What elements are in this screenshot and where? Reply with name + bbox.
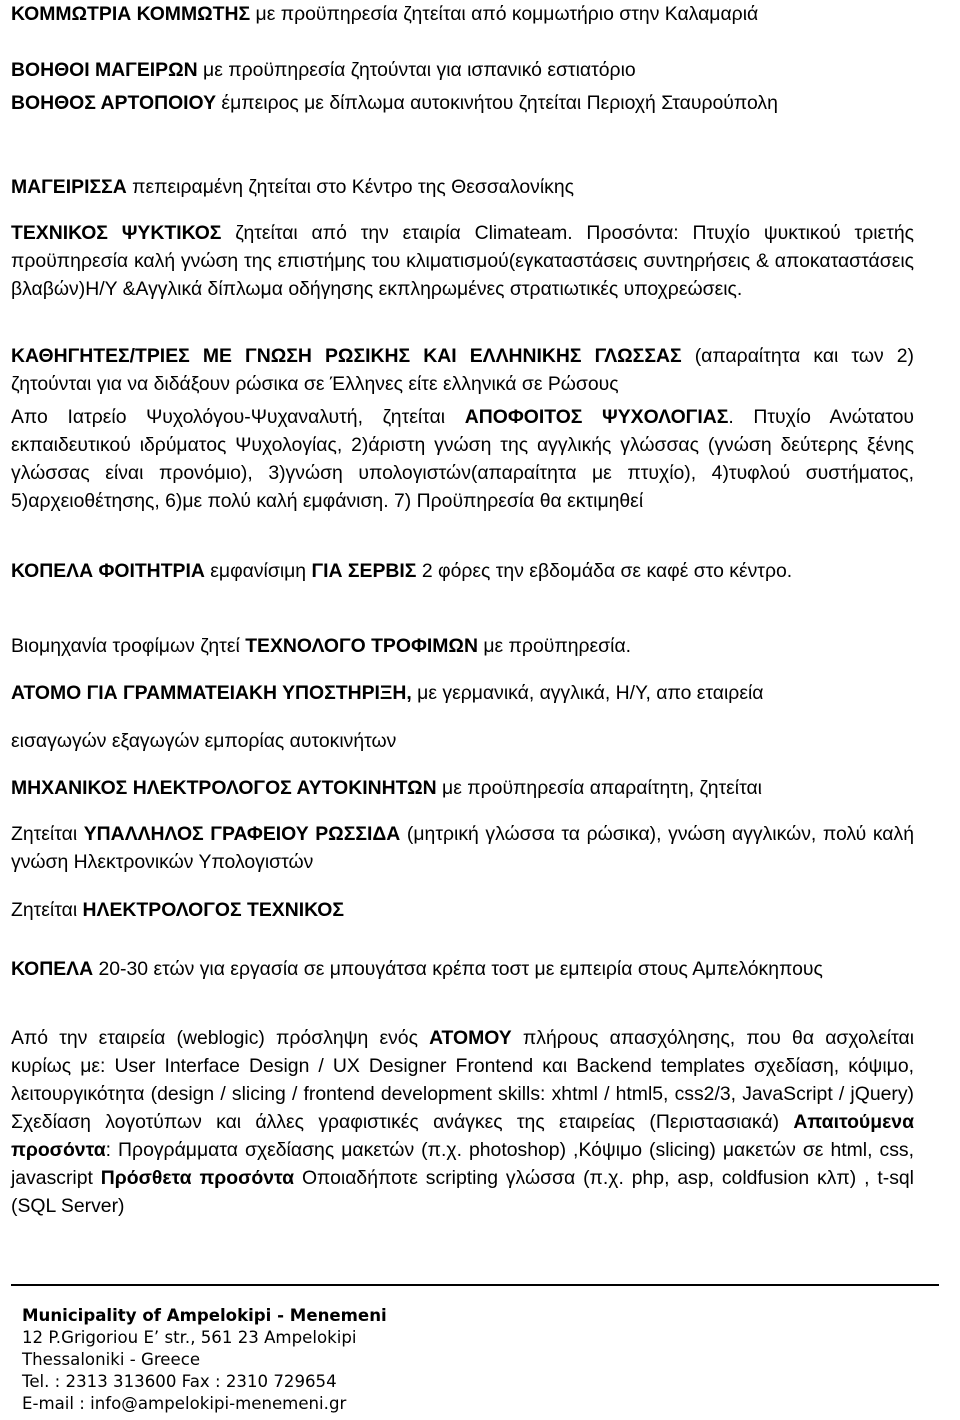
job-ad	[11, 727, 914, 755]
ad-highlight: ΒΟΗΘΟΣ ΑΡΤΟΠΟΙΟΥ	[11, 92, 217, 114]
ad-text: ζητείται από την εταιρία Climateam. Προσόντα: Πτυχίο ψυκτικού τριετής προϋπηρεσία καλή γνώση της επιστήμης του κλιματισμού(εγκαταστάσεις συντηρήσεις & αποκαταστάσεις βλαβών)Η/Υ &Αγγλικά δίπλωμα οδήγησης εκπληρωμένες στρατιωτικές υποχρεώσεις.	[11, 222, 914, 300]
ad-highlight: ΤΕΧΝΙΚΟΣ ΨΥΚΤΙΚΟΣ	[11, 222, 222, 244]
job-ad	[11, 820, 914, 876]
job-ad	[11, 342, 914, 398]
ad-highlight: Απαιτούμενα προσόντα	[11, 1111, 914, 1161]
footer-city: Thessaloniki - Greece	[22, 1350, 201, 1369]
ad-text: έμπειρος με δίπλωμα αυτοκινήτου ζητείται Περιοχή Σταυρούπολη	[216, 92, 778, 114]
ad-highlight: ΜΗΧΑΝΙΚΟΣ ΗΛΕΚΤΡΟΛΟΓΟΣ ΑΥΤΟΚΙΝΗΤΩΝ	[11, 777, 437, 799]
ad-highlight: ΑΤΟΜΟ ΓΙΑ ΓΡΑΜΜΑΤΕΙΑΚΗ ΥΠΟΣΤΗΡΙΞΗ,	[11, 682, 412, 704]
ad-text: : Προγράμματα σχεδίασης μακετών (π.χ. photoshop) ,Κόψιμο (slicing) μακετών σε html, css, javascript	[11, 1139, 914, 1189]
ad-text: με γερμανικά, αγγλικά, Η/Υ, απο εταιρεία	[411, 682, 764, 704]
ad-text: . Πτυχίο Ανώτατου εκπαιδευτικού ιδρύματος Ψυχολογίας, 2)άριστη γνώση της αγγλικής γλώσσας (γνώση δεύτερης ξένης γλώσσας είναι προνόμιο), 3)γνώση υπολογιστών(απαραίτητα με πτυχίο), 4)τυφλού συστήματος, 5)αρχειοθέτησης, 6)με πολύ καλή εμφάνιση. 7) Προϋπηρεσία θα εκτιμηθεί	[11, 406, 914, 512]
job-ad	[11, 896, 914, 924]
job-ad	[11, 774, 914, 802]
job-ad	[11, 679, 914, 707]
ad-highlight: ΚΟΜΜΩΤΡΙΑ ΚΟΜΜΩΤΗΣ	[11, 3, 251, 25]
ad-highlight: ΤΕΧΝΟΛΟΓΟ ΤΡΟΦΙΜΩΝ	[245, 635, 478, 657]
ad-highlight: ΚΟΠΕΛΑ ΦΟΙΤΗΤΡΙΑ	[11, 560, 205, 582]
footer-divider	[11, 1284, 939, 1286]
ad-highlight: ΑΤΟΜΟΥ	[429, 1027, 512, 1049]
ad-text: πλήρους απασχόλησης, που θα ασχολείται κυρίως με: User Interface Design / UX Designer Frontend και Backend templates σχεδίαση, κόψιμο, λειτουργικότητα (design / slicing / frontend development skills: xhtml / html5, css2/3, JavaScript / jQuery) Σχεδίαση λογοτύπων και άλλες γραφιστικές ανάγκες της εταιρείας (Περιστασιακά)	[11, 1027, 914, 1133]
ad-highlight: ΥΠΑΛΛΗΛΟΣ ΓΡΑΦΕΙΟΥ ΡΩΣΣΙΔΑ	[83, 823, 401, 845]
ad-text: Από την εταιρεία (weblogic) πρόσληψη ενός	[11, 1027, 430, 1049]
ad-text: εμφανίσιμη	[204, 560, 312, 582]
job-ad	[11, 557, 914, 585]
ad-highlight: Πρόσθετα προσόντα	[100, 1167, 295, 1189]
job-ad	[11, 173, 914, 201]
ad-text: 20-30 ετών για εργασία σε μπουγάτσα κρέπα τοστ με εμπειρία στους Αμπελόκηπους	[93, 958, 823, 980]
job-ad	[11, 955, 914, 983]
ad-text: Ζητείται	[11, 823, 84, 845]
ad-text: Βιομηχανία τροφίμων ζητεί	[11, 635, 246, 657]
ad-text: (μητρική γλώσσα τα ρώσικα), γνώση αγγλικών, πολύ καλή γνώση Ηλεκτρονικών Υπολογιστών	[11, 823, 914, 873]
ad-highlight: ΑΠΟΦΟΙΤΟΣ ΨΥΧΟΛΟΓΙΑΣ	[464, 406, 729, 428]
footer-phones: Tel. : 2313 313600 Fax : 2310 729654	[22, 1372, 337, 1391]
ad-highlight: ΗΛΕΚΤΡΟΛΟΓΟΣ ΤΕΧΝΙΚΟΣ	[82, 899, 344, 921]
job-ad	[11, 632, 914, 660]
job-ad	[11, 89, 914, 117]
ad-text: Οποιαδήποτε scripting γλώσσα (π.χ. php, asp, coldfusion κλπ) , t-sql (SQL Server)	[11, 1167, 914, 1217]
job-ad	[11, 403, 914, 515]
job-ad	[11, 0, 914, 28]
job-ad	[11, 1024, 914, 1220]
footer-address: 12 P.Grigoriou E’ str., 561 23 Ampelokipi	[22, 1328, 357, 1347]
ad-text: εισαγωγών εξαγωγών εμπορίας αυτοκινήτων	[11, 730, 397, 752]
ad-text: Ζητείται	[11, 899, 83, 921]
ad-text: με προϋπηρεσία ζητείται από κομμωτήριο στην Καλαμαριά	[250, 3, 759, 25]
ad-highlight: ΚΟΠΕΛΑ	[11, 958, 94, 980]
ad-highlight: ΒΟΗΘΟΙ ΜΑΓΕΙΡΩΝ	[11, 59, 198, 81]
ad-text: (απαραίτητα και των 2) ζητούνται για να διδάξουν ρώσικα σε Έλληνες είτε ελληνικά σε Ρώσους	[11, 345, 914, 395]
ad-highlight: ΓΙΑ ΣΕΡΒΙΣ	[311, 560, 417, 582]
ad-text: με προϋπηρεσία.	[477, 635, 632, 657]
ad-highlight: ΚΑΘΗΓΗΤΕΣ/ΤΡΙΕΣ ΜΕ ΓΝΩΣΗ ΡΩΣΙΚΗΣ ΚΑΙ ΕΛΛΗΝΙΚΗΣ ΓΛΩΣΣΑΣ	[11, 345, 682, 367]
footer-email: E-mail : info@ampelokipi-menemeni.gr	[22, 1394, 347, 1413]
ad-text: πεπειραμένη ζητείται στο Κέντρο της Θεσσαλονίκης	[126, 176, 575, 198]
job-ad	[11, 56, 914, 84]
footer-organization: Municipality of Ampelokipi - Menemeni	[22, 1306, 387, 1325]
ad-text: Απο Ιατρείο Ψυχολόγου-Ψυχαναλυτή, ζητείται	[11, 406, 465, 428]
ad-text: 2 φόρες την εβδομάδα σε καφέ στο κέντρο.	[416, 560, 793, 582]
job-ad	[11, 219, 914, 303]
footer	[22, 1305, 387, 1415]
ad-highlight: ΜΑΓΕΙΡΙΣΣΑ	[11, 176, 127, 198]
ad-text: με προϋπηρεσία απαραίτητη, ζητείται	[436, 777, 762, 799]
ad-text: με προϋπηρεσία ζητούνται για ισπανικό εστιατόριο	[197, 59, 636, 81]
